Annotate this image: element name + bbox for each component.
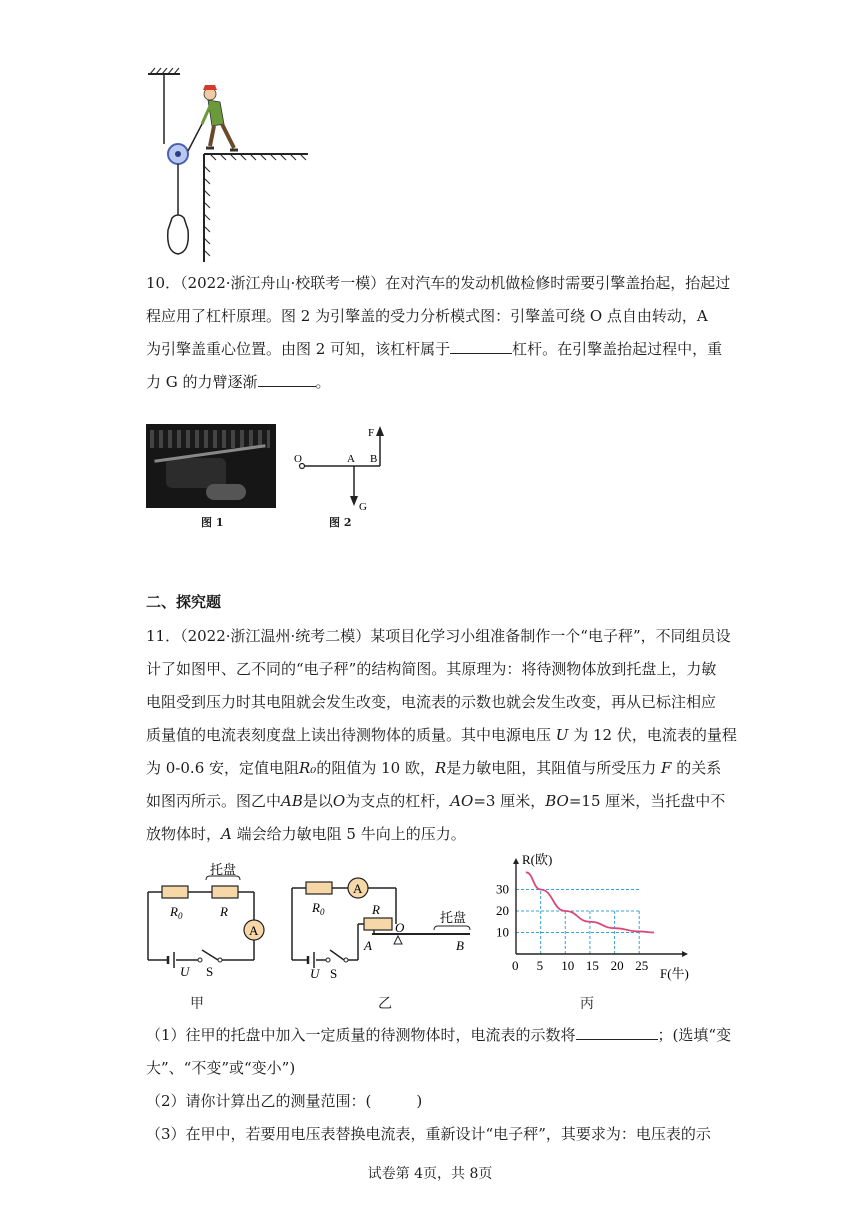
tray-label-yi: 托盘 [440,910,467,925]
q11-var-F: F [661,759,672,777]
chart-x-tick: 20 [610,958,624,973]
caption-jia: 甲 [190,996,204,1012]
q11-text-6e: =15 厘米，当托盘中不 [568,792,726,810]
lever-diagram [290,420,390,520]
chart-x-arrow [682,951,688,957]
q10-text-4a: 力 G 的力臂逐渐 [146,373,258,391]
chart-y-tick: 10 [496,924,509,940]
q10-text-3b: 杠杆。在引擎盖抬起过程中，重 [512,340,723,358]
q10-text-4b: 。 [315,373,331,391]
chart-xlabel: F(牛) [660,966,689,981]
q11-text-7b: 端会给力敏电阻 5 牛向上的压力。 [236,825,466,843]
caption-bing: 丙 [580,996,594,1012]
ammeter-label-yi: A [353,881,363,896]
q11-line-1: 11．（2022·浙江温州·统考二模）某项目化学习小组准备制作一个“电子秤”，不同组员设 [146,627,731,645]
chart-ylabel: R(欧) [522,852,553,867]
q11-var-BO: BO [545,792,569,810]
a-end-label: A [364,938,372,953]
u-label-yi: U [310,966,320,980]
q11-text-4a: 质量值的电流表刻度盘上读出待测物体的质量。其中电源电压 [146,726,552,744]
chart-y-tick: 30 [496,881,509,897]
q11-line-3: 电阻受到压力时其电阻就会发生改变，电流表的示数也就会发生改变，再从已标注相应 [146,693,717,711]
q10-text-3a: 为引擎盖重心位置。由图 2 可知，该杠杆属于 [146,340,451,358]
circuit-yi [284,868,484,980]
q11-var-R0: R₀ [299,759,317,777]
r-label-yi: R [372,902,380,917]
q10-line-3 [146,338,722,359]
r0-label-jia: $R_0$ [170,904,183,921]
q11-line-2: 计了如图甲、乙不同的“电子秤”的结构简图。其原理为：将待测物体放到托盘上，力敏 [146,660,717,678]
q11-var-O: O [332,792,346,810]
q11-line-7 [146,823,466,844]
circuit-jia [140,860,270,980]
lever-label-F: F [368,427,375,439]
q11-text-5b: 的阻值为 10 欧， [316,759,435,777]
q11-sub2: （2）请你计算出乙的测量范围：( ) [146,1092,423,1110]
o-pivot-label: O [395,920,405,935]
chart-x-tick: 25 [635,958,649,973]
engine-hood-photo [146,424,276,508]
s-label-yi: S [330,966,338,980]
q11-sub1 [146,1024,731,1045]
q11-var-U: U [555,726,569,744]
answer-blank-moment-arm[interactable] [258,372,316,387]
b-end-label: B [456,938,464,953]
ammeter-label-jia: A [249,923,259,938]
lever-label-B: B [370,453,378,465]
r0-label-yi: $R_0$ [312,900,325,917]
lever-label-O: O [294,453,302,465]
fig1-caption: 图 1 [201,516,224,529]
caption-yi: 乙 [378,996,392,1012]
chart-x-tick: 10 [561,958,575,973]
q11-var-R: R [434,759,447,777]
q11-sub3: （3）在甲中，若要用电压表替换电流表，重新设计“电子秤”，其要求为：电压表的示 [146,1125,711,1143]
s-label-jia: S [206,964,214,979]
q11-line-4 [146,724,737,745]
q11-var-AB: AB [281,792,303,810]
q11-text-6b: 是以 [302,792,333,810]
chart-x-tick: 5 [536,958,544,973]
q11-line-6 [146,790,725,811]
q11-text-5d: 的关系 [676,759,722,777]
answer-blank-current-change[interactable] [576,1025,658,1040]
q11-text-6c: 为支点的杠杆， [345,792,451,810]
tray-label-jia: 托盘 [210,862,237,877]
q11-sub1-cont: 大”、“不变”或“变小”) [146,1059,296,1077]
q10-line-4 [146,371,331,392]
q11-var-AO: AO [450,792,474,810]
q11-sub1-text-b: ；(选填“变 [657,1026,732,1044]
q11-line-5 [146,757,721,778]
q10-line-1: 10．（2022·浙江舟山·校联考一模）在对汽车的发动机做检修时需要引擎盖抬起，抬起过 [146,274,731,292]
chart-x-tick: 0 [512,958,519,973]
chart-y-arrow [513,858,519,864]
r-f-chart [492,850,712,984]
q11-text-5a: 为 0-0.6 安，定值电阻 [146,759,300,777]
q11-text-5c: 是力敏电阻，其阻值与所受压力 [446,759,657,777]
chart-x-tick: 15 [585,958,599,973]
chart-y-tick: 20 [496,903,509,918]
answer-blank-lever-type[interactable] [450,339,512,354]
lever-label-G: G [359,501,367,513]
r-label-jia: R [220,904,228,919]
q11-text-6d: =3 厘米， [473,792,546,810]
q11-text-4b: 为 12 伏，电流表的量程 [573,726,737,744]
section-heading: 二、探究题 [146,593,222,611]
q11-var-A: A [221,825,232,843]
q11-sub1-text-a: （1）往甲的托盘中加入一定质量的待测物体时，电流表的示数将 [146,1026,576,1044]
lever-label-A: A [347,453,355,465]
q11-text-7a: 放物体时， [146,825,222,843]
pulley-figure [140,66,320,266]
u-label-jia: U [180,964,190,979]
q11-text-6a: 如图丙所示。图乙中 [146,792,282,810]
page-footer: 试卷第 4页，共 8页 [367,1166,493,1182]
q10-line-2: 程应用了杠杆原理。图 2 为引擎盖的受力分析模式图：引擎盖可绕 O 点自由转动，A [146,307,708,325]
fig2-caption: 图 2 [329,516,352,529]
